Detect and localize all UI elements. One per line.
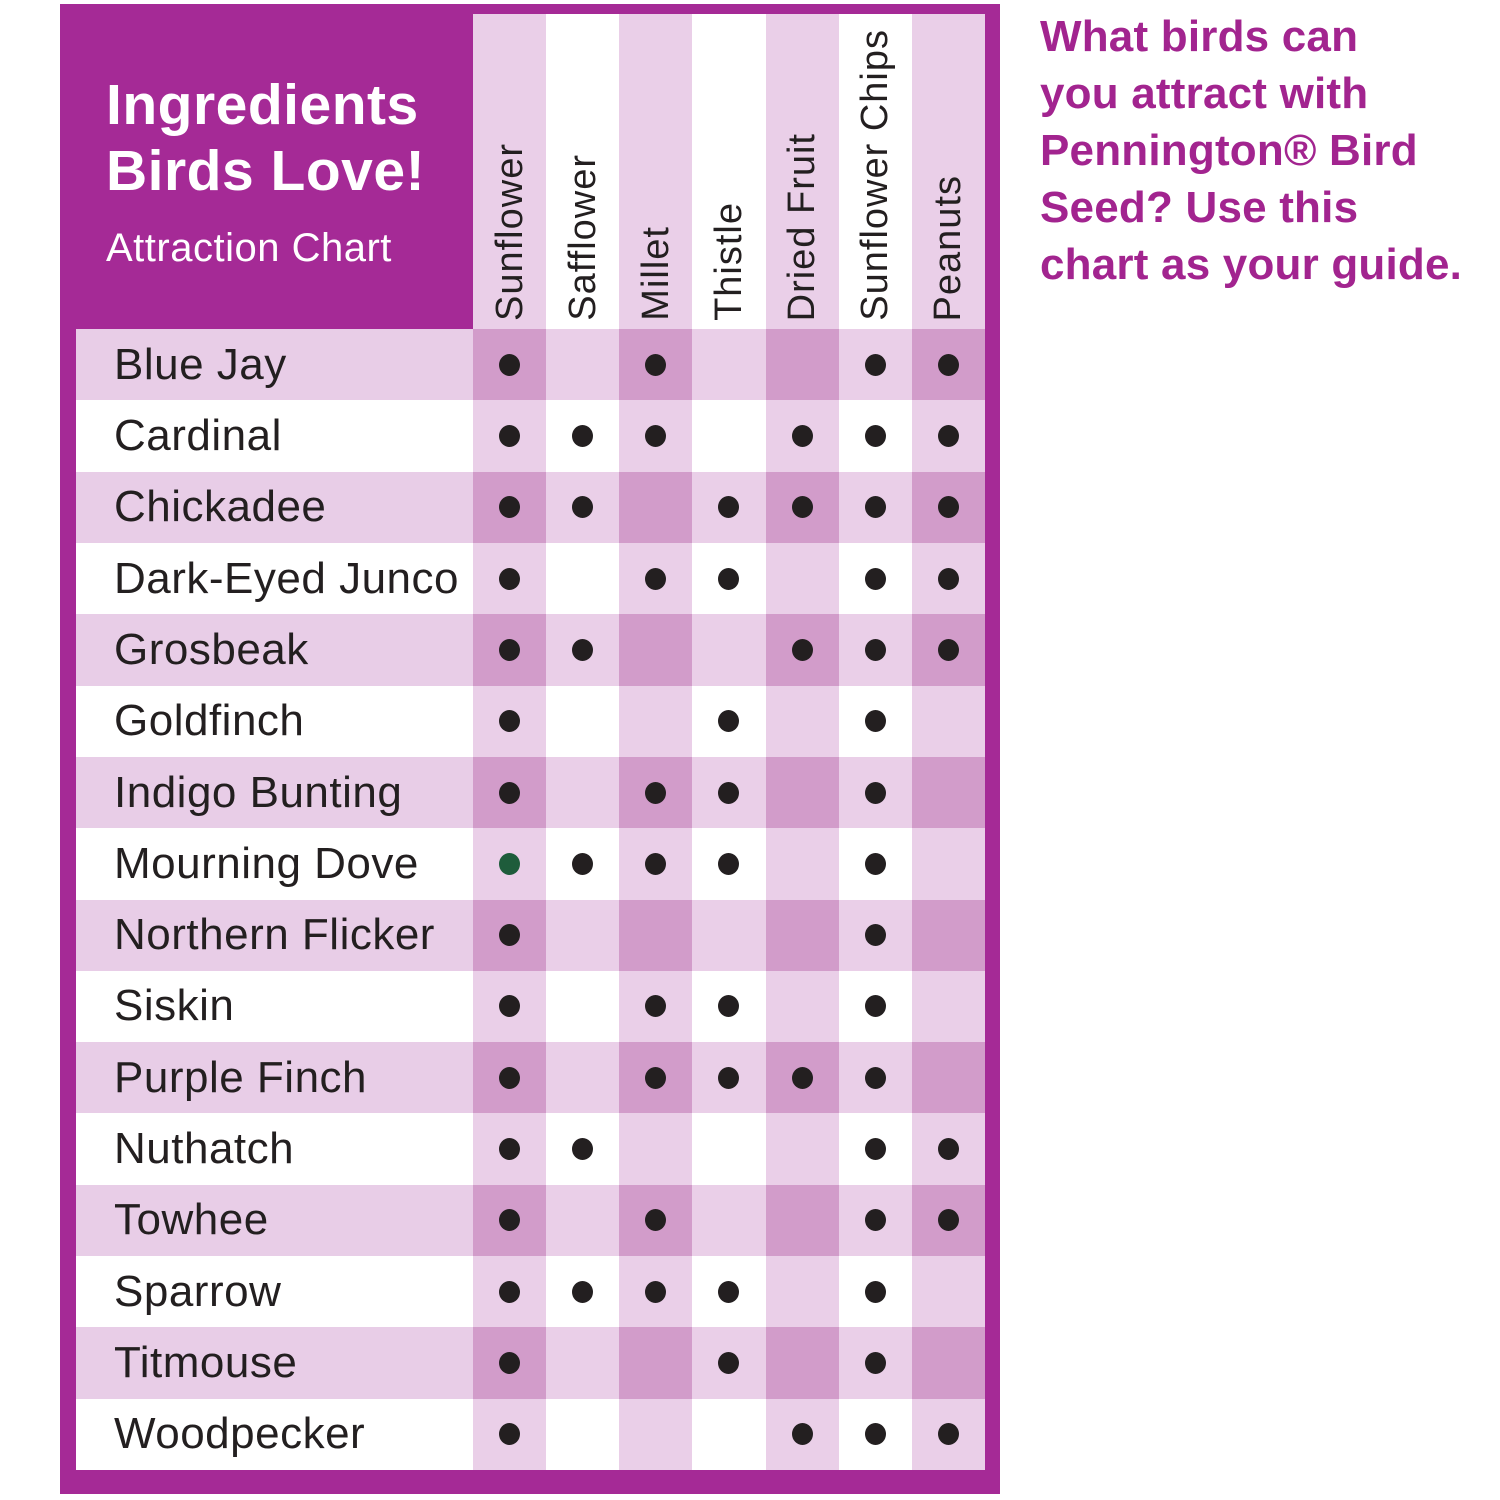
bird-name: Dark-Eyed Junco — [76, 543, 473, 614]
cell-sparrow-thistle — [692, 1256, 765, 1327]
side-note — [1040, 8, 1490, 293]
column-header-label: Safflower — [561, 154, 604, 321]
cell-dark-eyed-junco-safflower — [546, 543, 619, 614]
cell-sparrow-peanuts — [912, 1256, 985, 1327]
attraction-dot — [865, 1281, 886, 1303]
attraction-dot — [938, 568, 959, 590]
chart-title-block — [76, 14, 473, 329]
attraction-dot — [645, 1281, 666, 1303]
cell-towhee-peanuts — [912, 1185, 985, 1256]
cell-cardinal-millet — [619, 400, 692, 471]
side-note-line: Seed? Use this — [1040, 183, 1359, 232]
bird-name: Cardinal — [76, 400, 473, 471]
cell-dark-eyed-junco-millet — [619, 543, 692, 614]
attraction-dot — [572, 639, 593, 661]
attraction-dot — [718, 568, 739, 590]
attraction-dot-green — [499, 853, 520, 875]
cell-mourning-dove-peanuts — [912, 828, 985, 899]
cell-indigo-bunting-safflower — [546, 757, 619, 828]
cell-titmouse-millet — [619, 1327, 692, 1398]
column-header-dried-fruit — [766, 14, 839, 329]
cell-goldfinch-safflower — [546, 686, 619, 757]
cell-titmouse-sunflower-chips — [839, 1327, 912, 1398]
attraction-dot — [865, 924, 886, 946]
bird-row-towhee — [76, 1185, 985, 1256]
attraction-dot — [865, 568, 886, 590]
attraction-dot — [865, 1352, 886, 1374]
attraction-dot — [718, 1281, 739, 1303]
attraction-dot — [499, 1423, 520, 1445]
cell-cardinal-dried-fruit — [766, 400, 839, 471]
cell-indigo-bunting-sunflower-chips — [839, 757, 912, 828]
cell-purple-finch-sunflower-chips — [839, 1042, 912, 1113]
attraction-dot — [499, 1209, 520, 1231]
cell-dark-eyed-junco-thistle — [692, 543, 765, 614]
column-header-label: Thistle — [707, 202, 750, 321]
column-header-sunflower — [473, 14, 546, 329]
attraction-dot — [572, 496, 593, 518]
bird-row-nuthatch — [76, 1113, 985, 1184]
cell-purple-finch-thistle — [692, 1042, 765, 1113]
cell-northern-flicker-sunflower — [473, 900, 546, 971]
bird-row-titmouse — [76, 1327, 985, 1398]
chart-subtitle: Attraction Chart — [106, 226, 392, 271]
attraction-dot — [718, 853, 739, 875]
cell-grosbeak-peanuts — [912, 614, 985, 685]
attraction-dot — [572, 425, 593, 447]
cell-mourning-dove-millet — [619, 828, 692, 899]
cell-mourning-dove-safflower — [546, 828, 619, 899]
cell-dark-eyed-junco-sunflower-chips — [839, 543, 912, 614]
bird-row-woodpecker — [76, 1399, 985, 1470]
cell-siskin-thistle — [692, 971, 765, 1042]
cell-titmouse-peanuts — [912, 1327, 985, 1398]
cell-blue-jay-millet — [619, 329, 692, 400]
column-header-sunflower-chips — [839, 14, 912, 329]
cell-chickadee-sunflower-chips — [839, 472, 912, 543]
cell-towhee-thistle — [692, 1185, 765, 1256]
cell-woodpecker-thistle — [692, 1399, 765, 1470]
attraction-dot — [499, 1352, 520, 1374]
cell-blue-jay-sunflower — [473, 329, 546, 400]
attraction-dot — [499, 496, 520, 518]
cell-grosbeak-safflower — [546, 614, 619, 685]
attraction-dot — [645, 1209, 666, 1231]
attraction-dot — [718, 1352, 739, 1374]
attraction-dot — [499, 1281, 520, 1303]
bird-row-grosbeak — [76, 614, 985, 685]
cell-purple-finch-sunflower — [473, 1042, 546, 1113]
side-note-line: Pennington® Bird — [1040, 126, 1418, 175]
bird-name: Blue Jay — [76, 329, 473, 400]
attraction-chart — [60, 4, 1000, 1494]
cell-woodpecker-peanuts — [912, 1399, 985, 1470]
cell-chickadee-millet — [619, 472, 692, 543]
cell-purple-finch-safflower — [546, 1042, 619, 1113]
column-header-safflower — [546, 14, 619, 329]
cell-nuthatch-dried-fruit — [766, 1113, 839, 1184]
cell-nuthatch-peanuts — [912, 1113, 985, 1184]
cell-northern-flicker-peanuts — [912, 900, 985, 971]
chart-title — [106, 72, 463, 204]
attraction-dot — [499, 710, 520, 732]
cell-nuthatch-sunflower — [473, 1113, 546, 1184]
attraction-dot — [938, 354, 959, 376]
attraction-dot — [499, 425, 520, 447]
cell-mourning-dove-sunflower-chips — [839, 828, 912, 899]
cell-cardinal-sunflower-chips — [839, 400, 912, 471]
attraction-dot — [865, 1067, 886, 1089]
chart-header-row — [76, 14, 985, 329]
cell-northern-flicker-safflower — [546, 900, 619, 971]
cell-woodpecker-dried-fruit — [766, 1399, 839, 1470]
attraction-dot — [792, 639, 813, 661]
chart-title-line1: Ingredients — [106, 72, 419, 137]
bird-row-cardinal — [76, 400, 985, 471]
cell-indigo-bunting-thistle — [692, 757, 765, 828]
cell-mourning-dove-sunflower — [473, 828, 546, 899]
cell-mourning-dove-dried-fruit — [766, 828, 839, 899]
cell-mourning-dove-thistle — [692, 828, 765, 899]
attraction-dot — [499, 639, 520, 661]
cell-woodpecker-millet — [619, 1399, 692, 1470]
cell-nuthatch-millet — [619, 1113, 692, 1184]
cell-siskin-safflower — [546, 971, 619, 1042]
column-header-label: Millet — [634, 226, 677, 321]
bird-name: Towhee — [76, 1185, 473, 1256]
cell-chickadee-safflower — [546, 472, 619, 543]
attraction-dot — [499, 354, 520, 376]
bird-name: Mourning Dove — [76, 828, 473, 899]
cell-goldfinch-thistle — [692, 686, 765, 757]
bird-row-purple-finch — [76, 1042, 985, 1113]
cell-woodpecker-sunflower — [473, 1399, 546, 1470]
cell-nuthatch-thistle — [692, 1113, 765, 1184]
cell-grosbeak-dried-fruit — [766, 614, 839, 685]
attraction-dot — [938, 1209, 959, 1231]
side-note-line: chart as your guide. — [1040, 240, 1463, 289]
cell-titmouse-safflower — [546, 1327, 619, 1398]
bird-name: Northern Flicker — [76, 900, 473, 971]
cell-blue-jay-thistle — [692, 329, 765, 400]
bird-name: Nuthatch — [76, 1113, 473, 1184]
bird-name: Goldfinch — [76, 686, 473, 757]
cell-northern-flicker-millet — [619, 900, 692, 971]
side-note-line: you attract with — [1040, 69, 1369, 118]
cell-indigo-bunting-peanuts — [912, 757, 985, 828]
attraction-dot — [645, 853, 666, 875]
attraction-dot — [499, 782, 520, 804]
attraction-dot — [792, 496, 813, 518]
attraction-dot — [938, 1423, 959, 1445]
cell-northern-flicker-sunflower-chips — [839, 900, 912, 971]
attraction-dot — [718, 1067, 739, 1089]
cell-dark-eyed-junco-sunflower — [473, 543, 546, 614]
cell-siskin-sunflower-chips — [839, 971, 912, 1042]
cell-blue-jay-peanuts — [912, 329, 985, 400]
cell-blue-jay-dried-fruit — [766, 329, 839, 400]
cell-siskin-dried-fruit — [766, 971, 839, 1042]
cell-sparrow-dried-fruit — [766, 1256, 839, 1327]
bird-row-siskin — [76, 971, 985, 1042]
attraction-dot — [865, 639, 886, 661]
attraction-dot — [865, 782, 886, 804]
attraction-dot — [865, 710, 886, 732]
attraction-dot — [718, 496, 739, 518]
attraction-dot — [865, 1423, 886, 1445]
bird-row-indigo-bunting — [76, 757, 985, 828]
column-header-label: Peanuts — [927, 174, 970, 321]
cell-nuthatch-safflower — [546, 1113, 619, 1184]
cell-dark-eyed-junco-dried-fruit — [766, 543, 839, 614]
cell-goldfinch-millet — [619, 686, 692, 757]
bird-row-blue-jay — [76, 329, 985, 400]
bird-name: Titmouse — [76, 1327, 473, 1398]
cell-cardinal-safflower — [546, 400, 619, 471]
bird-row-dark-eyed-junco — [76, 543, 985, 614]
cell-northern-flicker-thistle — [692, 900, 765, 971]
attraction-dot — [572, 1281, 593, 1303]
column-header-label: Sunflower — [488, 143, 531, 321]
attraction-dot — [865, 354, 886, 376]
attraction-dot — [865, 995, 886, 1017]
cell-cardinal-thistle — [692, 400, 765, 471]
attraction-dot — [792, 425, 813, 447]
cell-grosbeak-sunflower — [473, 614, 546, 685]
bird-row-goldfinch — [76, 686, 985, 757]
attraction-dot — [938, 1138, 959, 1160]
chart-title-line2: Birds Love! — [106, 139, 426, 203]
bird-name: Chickadee — [76, 472, 473, 543]
column-header-label: Sunflower Chips — [854, 29, 897, 321]
cell-sparrow-sunflower-chips — [839, 1256, 912, 1327]
attraction-dot — [645, 354, 666, 376]
attraction-dot — [938, 639, 959, 661]
cell-nuthatch-sunflower-chips — [839, 1113, 912, 1184]
bird-name: Siskin — [76, 971, 473, 1042]
bird-name: Sparrow — [76, 1256, 473, 1327]
cell-grosbeak-thistle — [692, 614, 765, 685]
column-header-thistle — [692, 14, 765, 329]
cell-purple-finch-millet — [619, 1042, 692, 1113]
cell-chickadee-thistle — [692, 472, 765, 543]
bird-row-northern-flicker — [76, 900, 985, 971]
cell-purple-finch-peanuts — [912, 1042, 985, 1113]
cell-woodpecker-safflower — [546, 1399, 619, 1470]
attraction-dot — [499, 568, 520, 590]
cell-towhee-sunflower-chips — [839, 1185, 912, 1256]
column-header-peanuts — [912, 14, 985, 329]
attraction-dot — [865, 1138, 886, 1160]
cell-sparrow-millet — [619, 1256, 692, 1327]
cell-goldfinch-dried-fruit — [766, 686, 839, 757]
cell-goldfinch-sunflower-chips — [839, 686, 912, 757]
chart-body — [76, 329, 985, 1470]
attraction-dot — [792, 1067, 813, 1089]
cell-towhee-millet — [619, 1185, 692, 1256]
column-headers — [473, 14, 985, 329]
cell-indigo-bunting-dried-fruit — [766, 757, 839, 828]
cell-northern-flicker-dried-fruit — [766, 900, 839, 971]
attraction-dot — [645, 782, 666, 804]
attraction-dot — [792, 1423, 813, 1445]
cell-titmouse-thistle — [692, 1327, 765, 1398]
cell-grosbeak-millet — [619, 614, 692, 685]
cell-cardinal-peanuts — [912, 400, 985, 471]
attraction-dot — [572, 1138, 593, 1160]
bird-row-chickadee — [76, 472, 985, 543]
attraction-dot — [499, 995, 520, 1017]
cell-titmouse-dried-fruit — [766, 1327, 839, 1398]
cell-chickadee-dried-fruit — [766, 472, 839, 543]
attraction-dot — [499, 1067, 520, 1089]
cell-towhee-dried-fruit — [766, 1185, 839, 1256]
cell-sparrow-safflower — [546, 1256, 619, 1327]
attraction-dot — [645, 425, 666, 447]
cell-goldfinch-peanuts — [912, 686, 985, 757]
attraction-dot — [865, 496, 886, 518]
cell-woodpecker-sunflower-chips — [839, 1399, 912, 1470]
cell-purple-finch-dried-fruit — [766, 1042, 839, 1113]
cell-goldfinch-sunflower — [473, 686, 546, 757]
bird-name: Woodpecker — [76, 1399, 473, 1470]
bird-name: Purple Finch — [76, 1042, 473, 1113]
cell-blue-jay-sunflower-chips — [839, 329, 912, 400]
bird-row-mourning-dove — [76, 828, 985, 899]
attraction-dot — [572, 853, 593, 875]
attraction-dot — [499, 924, 520, 946]
attraction-dot — [938, 425, 959, 447]
cell-towhee-sunflower — [473, 1185, 546, 1256]
bird-row-sparrow — [76, 1256, 985, 1327]
cell-towhee-safflower — [546, 1185, 619, 1256]
cell-chickadee-peanuts — [912, 472, 985, 543]
cell-titmouse-sunflower — [473, 1327, 546, 1398]
column-header-label: Dried Fruit — [781, 132, 824, 321]
attraction-dot — [718, 782, 739, 804]
attraction-dot — [865, 853, 886, 875]
attraction-dot — [865, 425, 886, 447]
cell-grosbeak-sunflower-chips — [839, 614, 912, 685]
cell-siskin-millet — [619, 971, 692, 1042]
attraction-dot — [645, 568, 666, 590]
attraction-dot — [865, 1209, 886, 1231]
attraction-dot — [645, 995, 666, 1017]
attraction-dot — [938, 496, 959, 518]
cell-chickadee-sunflower — [473, 472, 546, 543]
cell-siskin-sunflower — [473, 971, 546, 1042]
attraction-dot — [718, 710, 739, 732]
bird-name: Indigo Bunting — [76, 757, 473, 828]
attraction-dot — [645, 1067, 666, 1089]
cell-indigo-bunting-sunflower — [473, 757, 546, 828]
side-note-line: What birds can — [1040, 12, 1359, 61]
cell-cardinal-sunflower — [473, 400, 546, 471]
attraction-dot — [718, 995, 739, 1017]
cell-indigo-bunting-millet — [619, 757, 692, 828]
attraction-dot — [499, 1138, 520, 1160]
bird-name: Grosbeak — [76, 614, 473, 685]
cell-siskin-peanuts — [912, 971, 985, 1042]
cell-dark-eyed-junco-peanuts — [912, 543, 985, 614]
cell-sparrow-sunflower — [473, 1256, 546, 1327]
column-header-millet — [619, 14, 692, 329]
cell-blue-jay-safflower — [546, 329, 619, 400]
